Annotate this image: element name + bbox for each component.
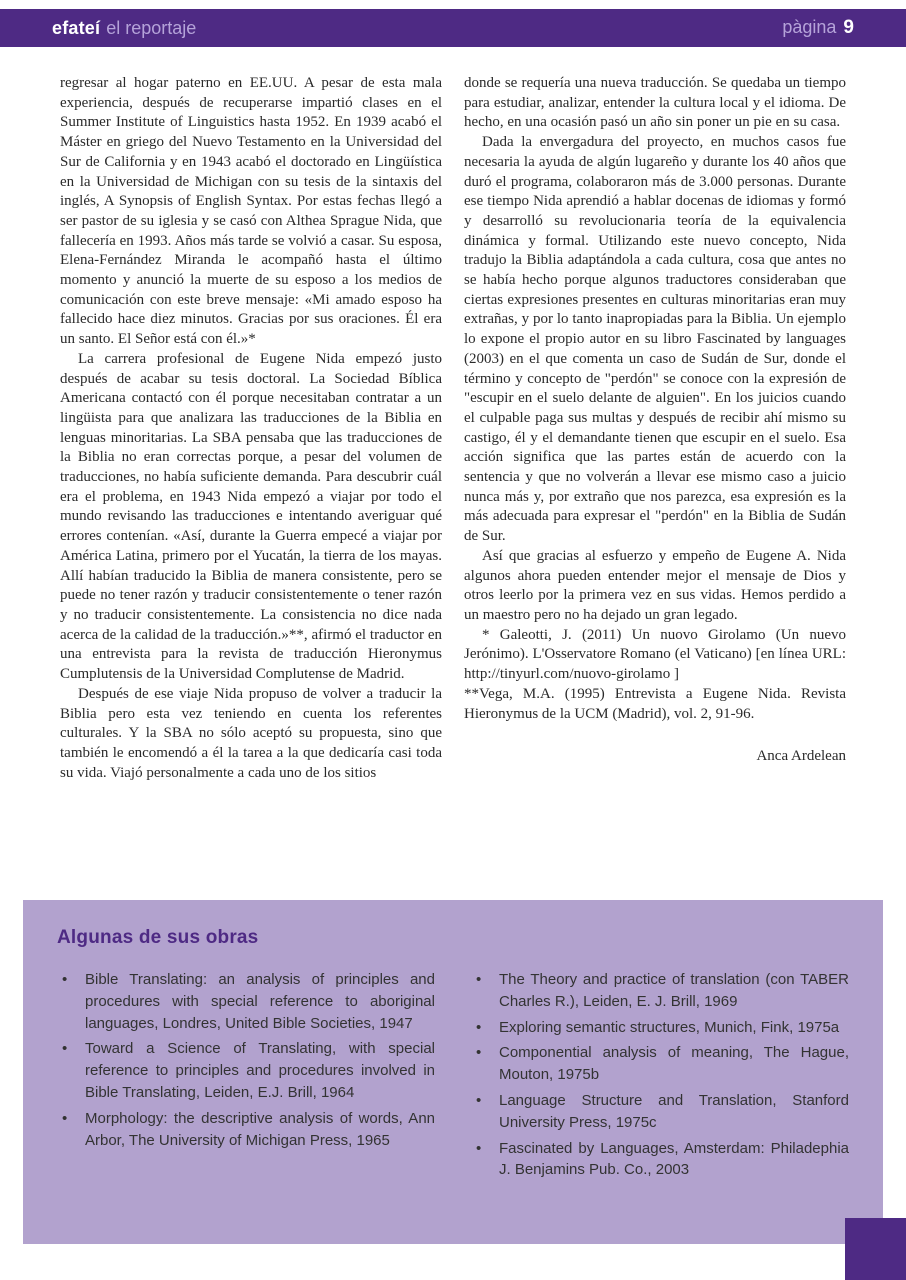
brand-section: el reportaje <box>106 17 197 38</box>
works-title: Algunas de sus obras <box>57 927 259 948</box>
publication-title <box>52 18 196 39</box>
page-label: pàgina <box>782 17 837 37</box>
works-box <box>23 900 883 1244</box>
paragraph: Así que gracias al esfuerzo y empeño de Eugene A. Nida algunos ahora pueden entender mejor el mensaje de Dios y otros leerlo por la primera vez en sus vidas. Hemos perdido a un maestro pero no ha dejado un gran legado. <box>464 547 846 623</box>
page-number-block <box>782 17 854 39</box>
corner-accent-square <box>845 1218 906 1280</box>
page-number-value: 9 <box>843 17 854 38</box>
footnote: **Vega, M.A. (1995) Entrevista a Eugene Nida. Revista Hieronymus de la UCM (Madrid), vol. 2, 91-96. <box>464 685 846 722</box>
footnote: * Galeotti, J. (2011) Un nuovo Girolamo (Un nuevo Jerónimo). L'Osservatore Romano (el Vaticano) [en línea URL: http://tinyurl.com/nuovo-girolamo ] <box>464 626 846 683</box>
paragraph: Después de ese viaje Nida propuso de volver a traducir la Biblia pero esta vez teniendo en cuenta los referentes culturales. Y la SBA no sólo aceptó su propuesta, sino que también le encomendó a él la tarea a la que dedicaría casi toda su vida. Viajó personalmente a cada uno de los sitios <box>60 685 442 781</box>
paragraph: Dada la envergadura del proyecto, en muchos casos fue necesaria la ayuda de algún lugareño y durante los 40 años que duró el programa, colaboraron más de 3.000 personas. Durante ese tiempo Nida aprendió a hablar docenas de idiomas y formó y desarrolló su revolucionaria teoría de la equivalencia dinámica y formal. Utilizando este nuevo concepto, Nida tradujo la Biblia adaptándola a cada cultura, cosa que antes no se había hecho porque algunos traductores consideraban que ciertas expresiones presentes en culturas minoritarias eran muy extrañas, y por lo tanto inapropiadas para la Biblia. Un ejemplo lo expone el propio autor en su libro Fascinated by languages (2003) en el que comenta un caso de Sudán de Sur, donde el término y concepto de "perdón" se conoce con la expresión de "escupir en el suelo delante de alguien". En los juicios cuando el culpable paga sus multas y después de recibir ahí mismo su castigo, él y el demandante tienen que escupir en el suelo. Esa acción significa que las partes están de acuerdo con la sentencia y que no volverán a llevar ese mismo caso a juicio nunca más y, por extraño que nos parezca, esa expresión es la más adecuada para expresar el "perdón" en la Biblia de Sudán de Sur. <box>464 134 846 545</box>
works-columns <box>57 969 849 1185</box>
works-list-left <box>57 969 435 1185</box>
work-item: • Morphology: the descriptive analysis of words, Ann Arbor, The University of Michigan Press, 1965 <box>57 1108 435 1152</box>
brand-name: efateí <box>52 17 101 38</box>
work-item: • Exploring semantic structures, Munich, Fink, 1975a <box>471 1017 849 1039</box>
header-bar <box>0 9 906 47</box>
byline: Anca Ardelean <box>756 748 846 765</box>
works-list-right <box>471 969 849 1185</box>
article-body <box>60 74 846 783</box>
work-item: • The Theory and practice of translation (con TABER Charles R.), Leiden, E. J. Brill, 1969 <box>471 969 849 1013</box>
work-item: • Fascinated by Languages, Amsterdam: Philadephia J. Benjamins Pub. Co., 2003 <box>471 1138 849 1182</box>
article-column-right <box>464 74 846 783</box>
work-item: • Componential analysis of meaning, The Hague, Mouton, 1975b <box>471 1042 849 1086</box>
work-item: • Language Structure and Translation, Stanford University Press, 1975c <box>471 1090 849 1134</box>
paragraph: regresar al hogar paterno en EE.UU. A pesar de esta mala experiencia, después de recuperarse impartió clases en el Summer Institute of Linguistics hasta 1952. En 1939 acabó el Máster en griego del Nuevo Testamento en la Universidad del Sur de California y en 1943 acabó el doctorado en Lingüística en la Universidad de Michigan con su tesis de la sintaxis del inglés, A Synopsis of English Syntax. Por estas fechas llegó a ser pastor de su iglesia y se casó con Althea Sprague Nida, que fallecería en 1993. Años más tarde se volvió a casar. Su esposa, Elena-Fernández Miranda le acompañó hasta el último momento y anunció la muerte de su esposo a los medios de comunicación con este breve mensaje: «Mi amado esposo ha fallecido hace diez minutos. Gracias por sus oraciones. Él era un santo. El Señor está con él.»* <box>60 75 442 348</box>
paragraph: donde se requería una nueva traducción. Se quedaba un tiempo para estudiar, analizar, entender la cultura local y el idioma. De hecho, en una ocasión pasó un año sin poner un pie en su casa. <box>464 75 846 131</box>
work-item: • Bible Translating: an analysis of principles and procedures with special reference to aboriginal languages, Londres, United Bible Societies, 1947 <box>57 969 435 1034</box>
article-column-left <box>60 74 442 783</box>
paragraph: La carrera profesional de Eugene Nida empezó justo después de acabar su tesis doctoral. La Sociedad Bíblica Americana contactó con él porque necesitaban contratar a un lingüista para que analizara las traducciones de la Biblia en lenguas minoritarias. La SBA pensaba que las traducciones de la Biblia no eran correctas porque, a pesar del volumen de traducciones, no había suficiente demanda. Para descubrir cuál era el problema, en 1943 Nida empezó a viajar por todo el mundo revisando las traducciones e intentando averiguar qué errores contenían. «Así, durante la Guerra empecé a viajar por América Latina, primero por el Yucatán, la tierra de los mayas. Allí habían traducido la Biblia de manera consistente, pero se puede no tener razón y traducir consistentemente o tener razón y no traducir consistentemente. La consistencia no dice nada acerca de la calidad de la traducción.»**, afirmó el traductor en una entrevista para la revista de traducción Hieronymus Cumplutensis de la Universidad Complutense de Madrid. <box>60 350 442 683</box>
work-item: • Toward a Science of Translating, with special reference to principles and procedures involved in Bible Translating, Leiden, E.J. Brill, 1964 <box>57 1038 435 1103</box>
